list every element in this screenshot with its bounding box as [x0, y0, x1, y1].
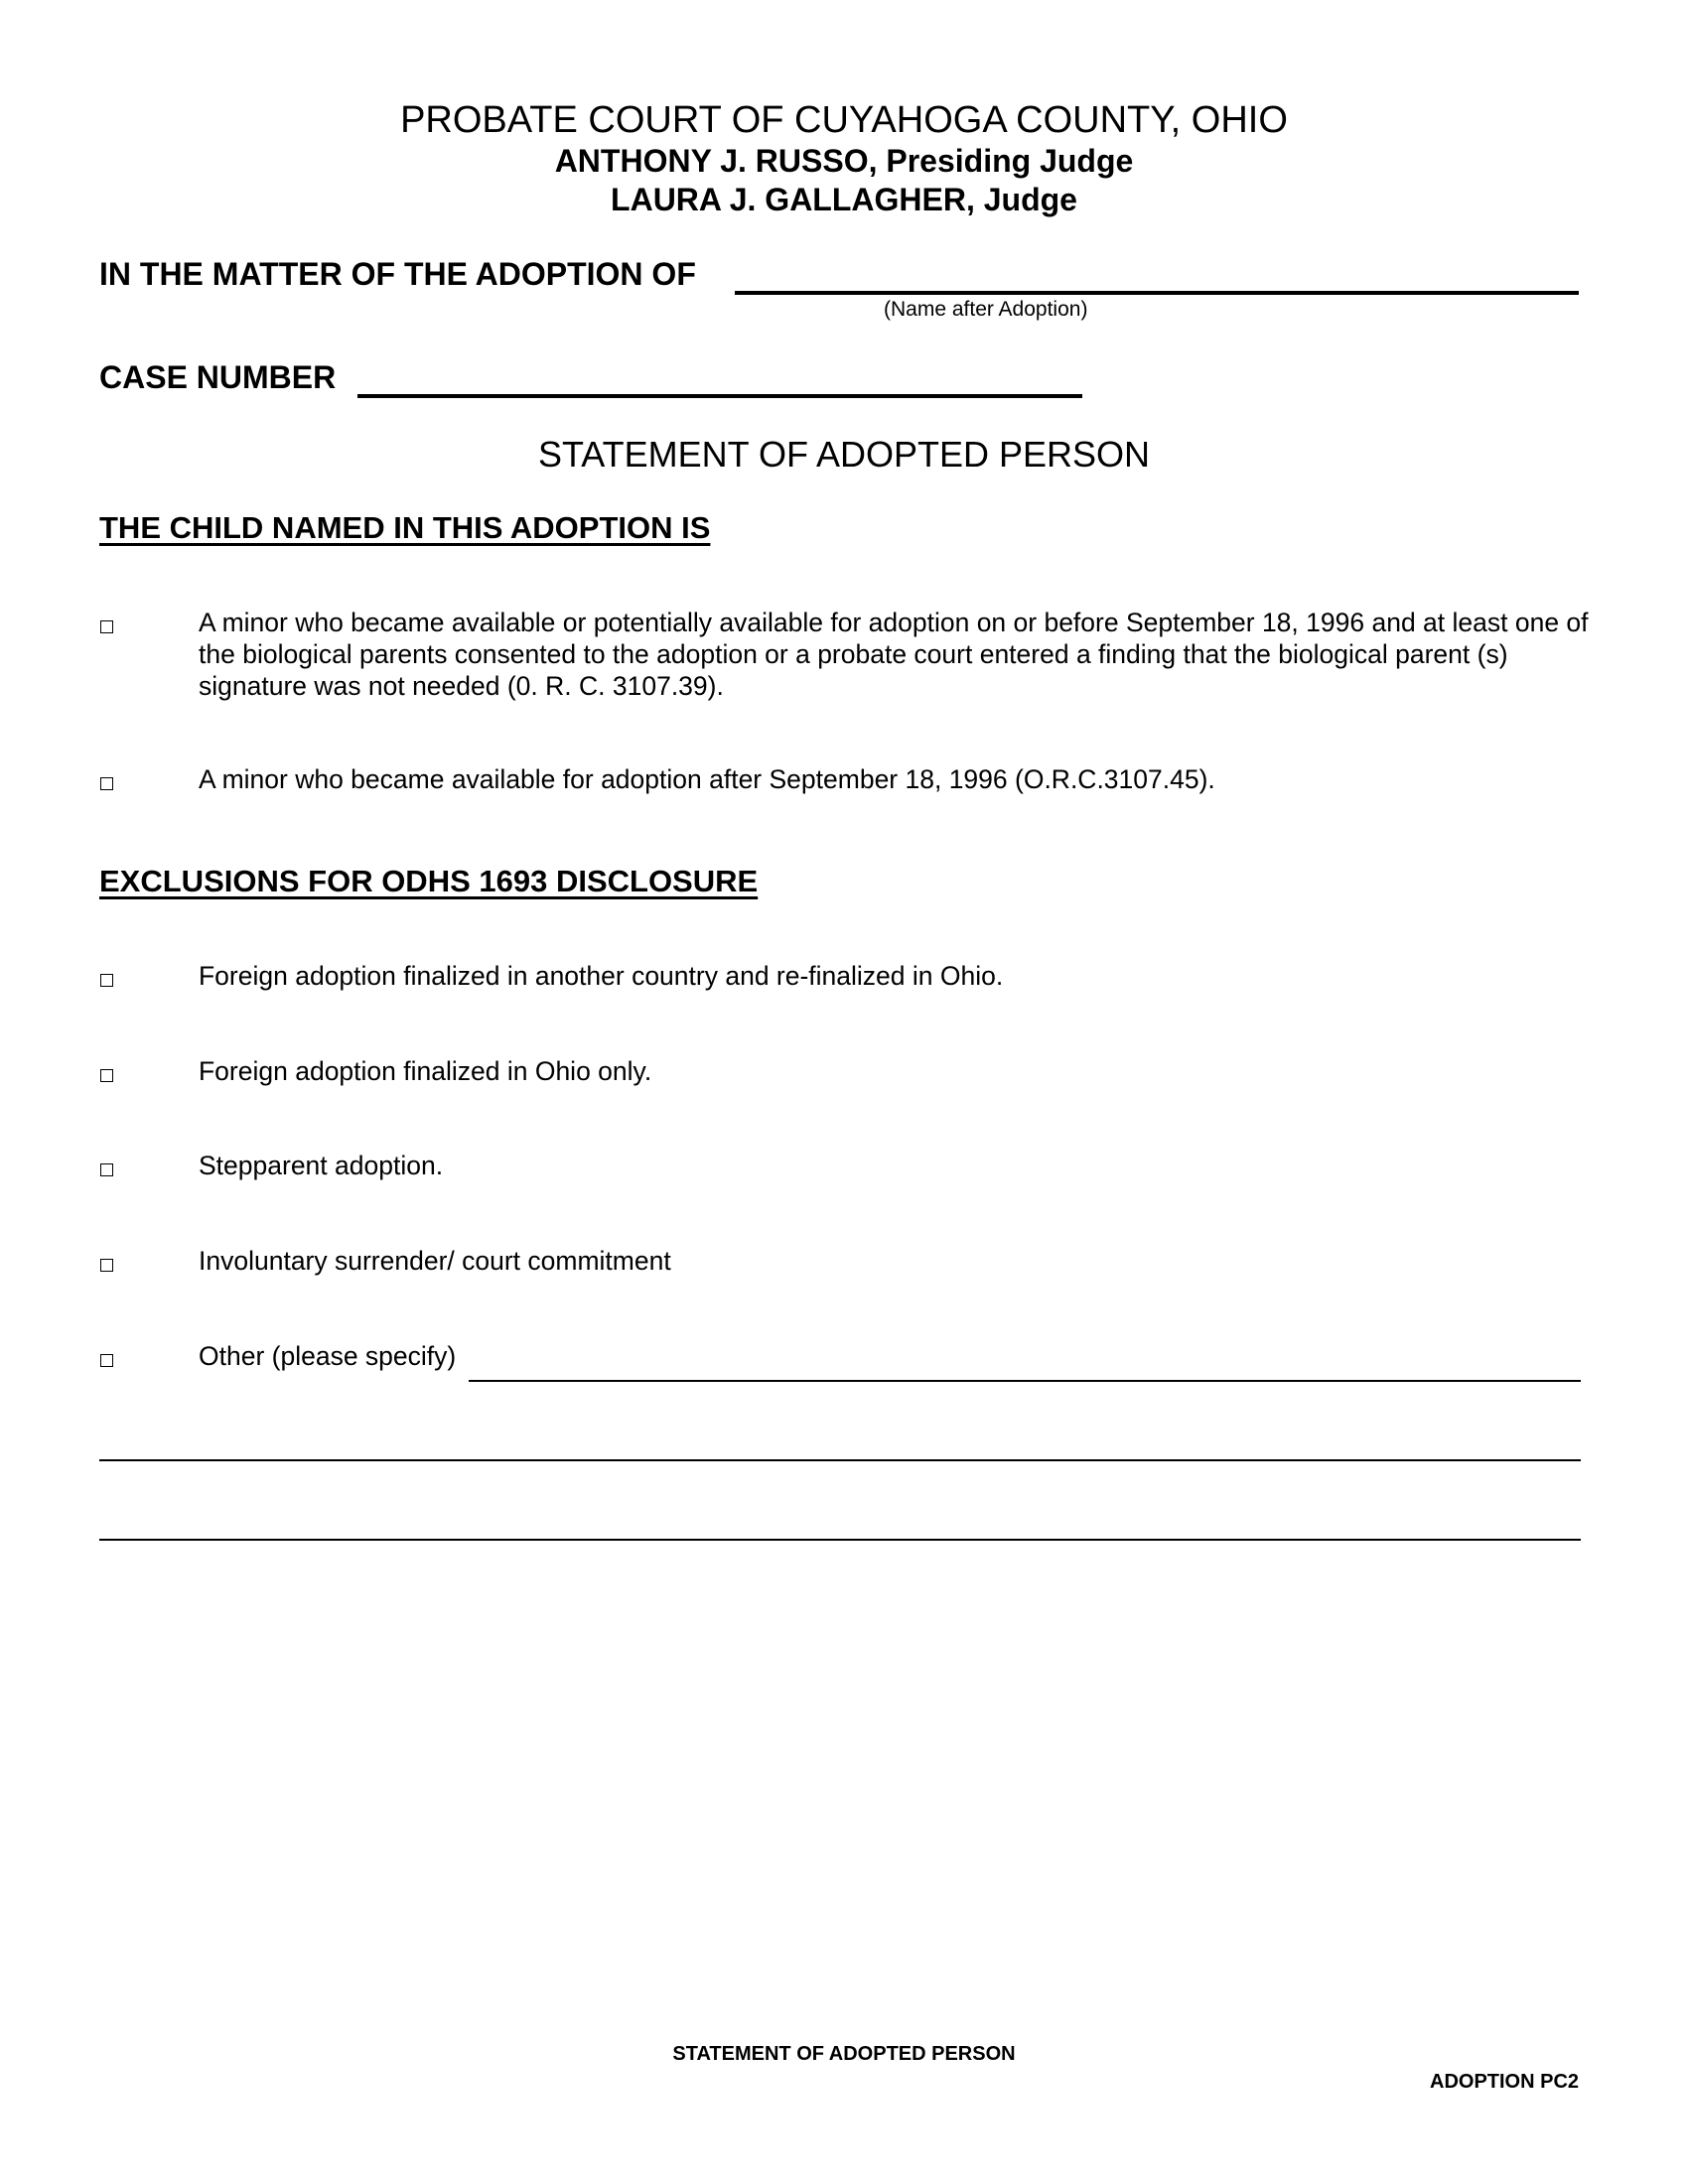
option-foreign-refinalized: Foreign adoption finalized in another country and re-finalized in Ohio.	[199, 961, 1004, 991]
case-number-field[interactable]	[357, 394, 1082, 398]
option-other: Other (please specify)	[199, 1341, 457, 1371]
adoption-name-field[interactable]	[735, 291, 1579, 295]
name-after-adoption-hint: (Name after Adoption)	[884, 298, 1088, 321]
form-title: STATEMENT OF ADOPTED PERSON	[537, 434, 1151, 475]
checkbox-stepparent[interactable]	[100, 1163, 113, 1176]
checkbox-available-after-1996[interactable]	[100, 777, 113, 790]
court-title: PROBATE COURT OF CUYAHOGA COUNTY, OHIO	[400, 99, 1288, 141]
option-involuntary-surrender: Involuntary surrender/ court commitment	[199, 1246, 671, 1276]
other-specify-line-3[interactable]	[99, 1539, 1581, 1541]
option-foreign-ohio-only: Foreign adoption finalized in Ohio only.	[199, 1056, 652, 1086]
case-number-label: CASE NUMBER	[99, 359, 337, 395]
other-specify-field[interactable]	[469, 1380, 1581, 1382]
form-code: ADOPTION PC2	[1430, 2071, 1580, 2093]
checkbox-involuntary-surrender[interactable]	[100, 1259, 113, 1272]
footer-title: STATEMENT OF ADOPTED PERSON	[672, 2043, 1016, 2065]
option-available-after-1996: A minor who became available for adoption after September 18, 1996 (O.R.C.3107.45).	[199, 764, 1215, 794]
other-specify-line-2[interactable]	[99, 1459, 1581, 1461]
checkbox-foreign-ohio-only[interactable]	[100, 1069, 113, 1082]
child-section-heading: THE CHILD NAMED IN THIS ADOPTION IS	[99, 510, 711, 545]
option-stepparent: Stepparent adoption.	[199, 1151, 444, 1180]
option-available-before-1996: A minor who became available or potentially available for adoption on or before September 18, 1996 and at least one of the biological parents consented to the adoption or a probate court entered a finding that the biological parent (s) signature was not needed (0. R. C. 3107.39).	[199, 608, 1589, 701]
adoption-matter-label: IN THE MATTER OF THE ADOPTION OF	[99, 256, 696, 292]
checkbox-other[interactable]	[100, 1354, 113, 1367]
presiding-judge: ANTHONY J. RUSSO, Presiding Judge	[554, 143, 1134, 179]
exclusions-section-heading: EXCLUSIONS FOR ODHS 1693 DISCLOSURE	[99, 864, 759, 898]
checkbox-available-before-1996[interactable]	[100, 620, 113, 633]
checkbox-foreign-refinalized[interactable]	[100, 974, 113, 987]
judge: LAURA J. GALLAGHER, Judge	[611, 182, 1077, 217]
